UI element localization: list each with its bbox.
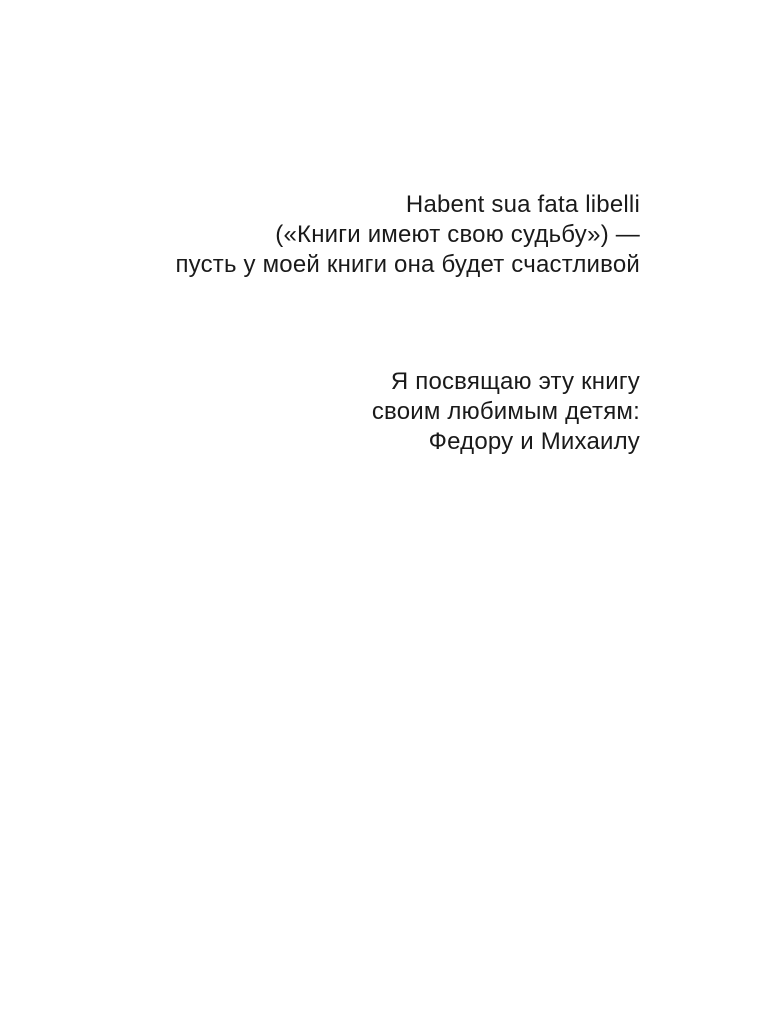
epigraph-line: («Книги имеют свою судьбу») — bbox=[275, 221, 640, 248]
dedication-line: своим любимым детям: bbox=[371, 398, 640, 425]
epigraph-line: Habent sua fata libelli bbox=[405, 191, 640, 218]
epigraph bbox=[60, 190, 640, 280]
dedication-line: Я посвящаю эту книгу bbox=[390, 368, 640, 395]
dedication-line: Федору и Михаилу bbox=[428, 428, 640, 455]
epigraph-line: пусть у моей книги она будет счастливой bbox=[175, 251, 640, 278]
dedication bbox=[60, 367, 640, 457]
